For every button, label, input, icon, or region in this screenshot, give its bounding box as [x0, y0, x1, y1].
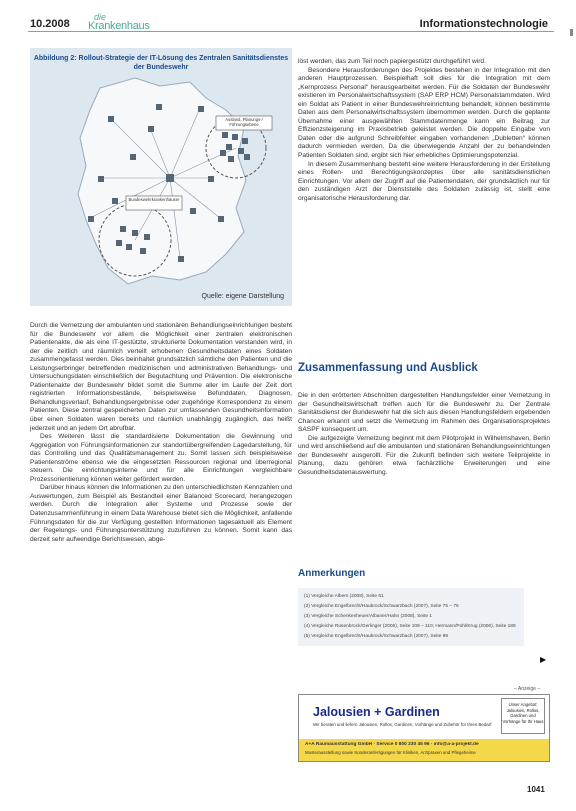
germany-map-graphic — [30, 48, 292, 306]
page-number: 1041 — [527, 785, 545, 794]
paragraph: Darüber hinaus können die Informationen zu den unterschiedlichsten Kennzahlen und Auswertungen, zum Beispiel als Bestandteil einer Balanced Scorecard, herangezogen werden. Durch die Integration aller Systeme und Prozesse sowie der Datenzusammenführung in einem Data Warehouse bietet sich die Möglichkeit, anfallende Führungsdaten für die zur Verfügung gestellten Informationen tagesaktuell als Element der Regelungs- und Führungsunterstützung zuzuführen zu können. Somit kann das derzeit sehr aufwendige Berichtswesen, abge- — [30, 484, 292, 543]
ad-badge: Unser Angebot: Jalousien, Rollos, Gardinen und Vorhänge für Ihr Haus — [501, 698, 545, 734]
note-item: (1) Vergleiche Albers (2008), Seite 61 — [304, 594, 384, 599]
note-item: (5) Vergleiche Engelbrecht/Haubrock/Schwarzbach (2007), Seite 99 — [304, 634, 448, 639]
notes-heading: Anmerkungen — [298, 568, 366, 579]
left-text-column — [30, 322, 292, 544]
note-item: (2) Vergleiche Engelbrecht/Haubrock/Schwarzbach (2007), Seite 75 – 76 — [304, 604, 459, 609]
continue-arrow-icon: ▶ — [540, 655, 547, 664]
advertisement — [298, 694, 550, 762]
ad-contact-line: A+A Raumausstattung GmbH · Service 0 800 230 45 96 · info@a-a-projekt.de — [305, 742, 479, 747]
paragraph: Durch die Vernetzung der ambulanten und stationären Behandlungseinrichtungen besteht für die Bundeswehr vor allem die Möglichkeit einer zentralen elektronischen Patientenakte, die als eine IT-gestützte, strukturierte Dokumentation verstanden wird, in der die zeitlich und räumlich verteilt erhobenen Gesundheitsdaten eines Soldaten zusammengefasst werden. Dies beinhaltet grundsätzlich sämtliche den Patienten und die Leistungserbringer betreffenden medizinischen und administrativen Behandlungs- und Untersuchungsdaten einschließlich der Begutachtung und Prävention. Die elektronische Patientenakte der Bundeswehr bildet somit die Summe aller im Laufe der Zeit dort registrierten Informationsbestände, beispielsweise Befunddaten, Diagnosen, Behandlungsverlauf, Behandlungsergebnisse oder zugehörige Korrespondenz zu einem Patienten. Diese zentral gespeicherten Daten zur umfassenden Gesundheitsinformation über einen Soldaten waren bereits und räumlich unabhängig zugänglich, das heißt jederzeit und an jedem Ort abrufbar. — [30, 322, 292, 432]
logo-prefix: die — [94, 12, 107, 22]
map-label-mid: Bundeswehrkrankenhäuser — [128, 197, 180, 202]
ad-logo: Jalousien + Gardinen — [313, 705, 440, 719]
page-edge-marker — [570, 29, 573, 36]
ad-contact-band — [299, 739, 549, 761]
paragraph: Die aufgezeigte Vernetzung beginnt mit dem Pilotprojekt in Wilhelmshaven, Berlin und wird anschließend auf die ambulanten und stationären Behandlungseinrichtungen der Bundeswehr ausgerollt. Für die Zukunft befinden sich weitere Teilprojekte in Planung, dazu gehören etwa fachärztliche Erweiterungen und eine Gesundheitsdatenauswertung. — [298, 434, 550, 476]
paragraph: löst werden, das zum Teil noch papiergestützt durchgeführt wird. — [298, 58, 486, 65]
right-text-column-bottom — [298, 392, 550, 477]
section-title: Informationstechnologie — [419, 18, 548, 30]
paragraph: Besondere Herausforderungen des Projektes bestehen in der Integration mit den anderen Hauptprozessen. Beispielhaft soll dies für die Integration mit dem „Kernprozess Personal“ herausgearbeitet werden. Für die Soldaten der Bundeswehr existieren im Personalwirtschaftssystem (SAP ERP HCM) Personalstammdaten. Wird ein Soldat als Patient in einer Bundeswehreinrichtung behandelt, können bestimmte Daten aus dem Personalwirtschaftssystem übernommen werden. Durch die geplante Übernahme einer ausgewählten Stammdatenmenge kann ein Beitrag zur Effizienzsteigerung im Praxisbetrieb geleistet werden. Die doppelte Eingabe von Daten oder die aufgrund Schreibfehler eingaben vorhandenen „Dubletten“ können dadurch vermieden werden. Da die überwiegende Anzahl der zu behandelnden Patienten Soldaten sind, ergibt sich hier erhebliches Optimierungspotenzial. — [298, 66, 550, 160]
paragraph: Des Weiteren lässt die standardisierte Dokumentation die Gewinnung und Aggregation von Führungsinformationen zur standortübergreifenden Lagedarstellung, für das Controlling und das Qualitätsmanagement zu. Somit lassen sich beispielsweise Patientenströme ebenso wie die eingesetzten Ressourcen regional und überregional steuern. Die einrichtungsinterne und für alle Einrichtungen vergleichbare Prozessorientierung können weiter gefördert werden. — [30, 433, 292, 483]
notes-box — [298, 588, 524, 646]
magazine-logo: Krankenhaus — [88, 20, 150, 32]
issue-date: 10.2008 — [30, 18, 70, 30]
ad-info-line: Musterausstellung sowie Sonderanfertigungen für Kliniken, Arztpraxen und Pflegeheime — [305, 750, 476, 755]
page-header — [28, 10, 554, 32]
right-text-column-top — [298, 58, 550, 203]
ad-label: – Anzeige – — [514, 686, 541, 692]
figure-rollout-map — [30, 48, 292, 306]
figure-caption: Quelle: eigene Darstellung — [201, 293, 284, 300]
note-item: (4) Vergleiche Rosenbrock/Gerlinger (2006), Seite 109 – 110; Hermann/Pohl/Krug (2006), Seite 189 — [304, 624, 516, 629]
map-label-top: Ausland, Planungs-/ Führungsebene — [225, 117, 263, 127]
note-item: (3) Vergleiche Schenkenheuer/Albaner/Hahn (2008), Seite 1 — [304, 614, 432, 619]
paragraph: Die in den erörterten Abschnitten dargestellten Handlungsfelder einer Vernetzung in der Gesundheitswirtschaft treffen auch für die Bundeswehr zu. Der Zentrale Sanitätsdienst der Bundeswehr hat die sich aus diesen Handlungsfeldern ergebenden Chancen erkannt und setzt die Vernetzung im Rahmen des Organisationsprojektes SASPF konsequent um. — [298, 392, 550, 434]
ad-subline: Wir beraten und liefern Jalousien, Rollos, Gardinen, Vorhänge und Zubehör für Ihren Bedarf — [313, 722, 492, 727]
paragraph: In diesem Zusammenhang besteht eine weitere Herausforderung in der Erstellung eines Rollen- und Berechtigungskonzeptes über alle sanitätsdienstlichen Einrichtungen. Vor allem der Zugriff auf die Patientendaten, der grundsätzlich nur für den zuständigen Arzt der Dienststelle des Soldaten zulässig ist, stellt eine organisatorische Herausforderung dar. — [298, 160, 550, 202]
summary-heading: Zusammenfassung und Ausblick — [298, 362, 478, 374]
figure-title: Abbildung 2: Rollout-Strategie der IT-Lösung des Zentralen Sanitätsdienstes der Bundeswehr — [33, 55, 289, 71]
